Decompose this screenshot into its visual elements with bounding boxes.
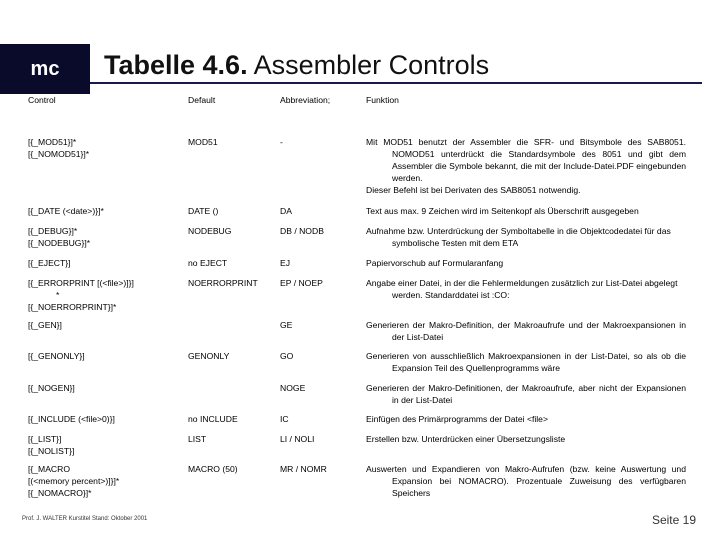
- funktion-cell: [366, 136, 686, 196]
- funktion-note: Dieser Befehl ist bei Derivaten des SAB8051 notwendig.: [366, 185, 581, 195]
- control-line: [{_NODEBUG}]*: [28, 238, 91, 248]
- control-line: [{_DEBUG}]*: [28, 226, 78, 236]
- control-line: [{_NOERRORPRINT}]*: [28, 302, 117, 312]
- funktion-cell: [366, 413, 686, 425]
- control-cell: [28, 319, 178, 331]
- abbreviation-cell: NOGE: [280, 383, 306, 393]
- funktion-cell: [366, 205, 686, 217]
- control-line: [{_INCLUDE (<file>0)}]: [28, 414, 115, 424]
- control-cell: [28, 413, 178, 425]
- default-cell: no EJECT: [188, 258, 228, 268]
- control-line: [{_GENONLY}]: [28, 351, 85, 361]
- funktion-text: Generieren von ausschließlich Makroexpansionen in der List-Datei, so als ob die Expansion Teil des Quellenprogramms wäre: [366, 351, 686, 373]
- control-line: [{_NOLIST}]: [28, 446, 75, 456]
- default-cell: LIST: [188, 434, 207, 444]
- control-line: [(<memory percent>)]}]*: [28, 476, 120, 486]
- control-cell: [28, 277, 178, 313]
- funktion-cell: [366, 319, 686, 343]
- funktion-text: Generieren der Makro-Definition, der Makroaufrufe und der Makroexpansionen in der List-Datei: [366, 320, 686, 342]
- funktion-cell: [366, 382, 686, 406]
- funktion-cell: [366, 225, 686, 249]
- control-line: [{_DATE (<date>)}]*: [28, 206, 104, 216]
- funktion-cell: [366, 463, 686, 499]
- default-cell: NODEBUG: [188, 226, 232, 236]
- default-cell: GENONLY: [188, 351, 230, 361]
- control-cell: [28, 225, 178, 249]
- title-divider: [90, 82, 702, 84]
- control-line: *: [56, 290, 60, 300]
- abbreviation-cell: IC: [280, 414, 289, 424]
- control-line: [{_NOGEN}]: [28, 383, 75, 393]
- abbreviation-cell: EP / NOEP: [280, 278, 323, 288]
- funktion-text: Mit MOD51 benutzt der Assembler die SFR- und Bitsymbole des SAB8051. NOMOD51 unterdrückt die Standardsymbole des 8051 und gibt dem Assembler die Symbole bekannt, die mit der Include-Datei.PDF eingebunden werden.: [366, 137, 686, 183]
- page-number: Seite 19: [651, 513, 696, 527]
- control-cell: [28, 433, 178, 457]
- page-title: [104, 50, 489, 81]
- default-cell: no INCLUDE: [188, 414, 238, 424]
- control-line: [{_NOMOD51}]*: [28, 149, 90, 159]
- funktion-text: Papiervorschub auf Formularanfang: [366, 258, 504, 268]
- control-cell: [28, 205, 178, 217]
- funktion-text: Erstellen bzw. Unterdrücken einer Übersetzungsliste: [366, 434, 566, 444]
- control-cell: [28, 382, 178, 394]
- funktion-text: Einfügen des Primärprogramms der Datei <file>: [366, 414, 548, 424]
- control-line: [{_GEN}]: [28, 320, 62, 330]
- funktion-text: Angabe einer Datei, in der die Fehlermeldungen zusätzlich zur List-Datei abgelegt werden. Standarddatei ist :CO:: [366, 278, 678, 300]
- control-line: [{_EJECT}]: [28, 258, 71, 268]
- control-line: [{_MOD51}]*: [28, 137, 77, 147]
- control-line: [{_ERRORPRINT [(<file>)]}]: [28, 278, 134, 288]
- abbreviation-cell: DB / NODB: [280, 226, 324, 236]
- control-line: [{_NOMACRO}]*: [28, 488, 92, 498]
- header-control: Control: [28, 95, 56, 105]
- title-text: Assembler Controls: [253, 50, 490, 80]
- abbreviation-cell: MR / NOMR: [280, 464, 327, 474]
- abbreviation-cell: GO: [280, 351, 294, 361]
- control-line: [{_MACRO: [28, 464, 71, 474]
- default-cell: MOD51: [188, 137, 218, 147]
- abbreviation-cell: EJ: [280, 258, 291, 268]
- funktion-cell: [366, 433, 686, 445]
- control-cell: [28, 136, 178, 160]
- footer-author: Prof. J. WALTER Kurstitel Stand: Oktober 2001: [22, 516, 148, 522]
- funktion-cell: [366, 277, 686, 301]
- header-abbreviation: Abbreviation;: [280, 95, 331, 105]
- control-line: [{_LIST}]: [28, 434, 62, 444]
- control-cell: [28, 463, 178, 499]
- abbreviation-cell: -: [280, 137, 283, 147]
- control-cell: [28, 350, 178, 362]
- funktion-text: Aufnahme bzw. Unterdrückung der Symboltabelle in die Objektcodedatei für das symbolische Testen mit dem ETA: [366, 226, 671, 248]
- abbreviation-cell: GE: [280, 320, 293, 330]
- header-funktion: Funktion: [366, 95, 399, 105]
- control-cell: [28, 257, 178, 269]
- abbreviation-cell: DA: [280, 206, 292, 216]
- funktion-text: Text aus max. 9 Zeichen wird im Seitenkopf als Überschrift ausgegeben: [366, 206, 639, 216]
- default-cell: NOERRORPRINT: [188, 278, 258, 288]
- abbreviation-cell: LI / NOLI: [280, 434, 315, 444]
- funktion-text: Generieren der Makro-Definitionen, der Makroaufrufe, aber nicht der Expansionen in der List-Datei: [366, 383, 686, 405]
- logo: mc: [0, 44, 90, 94]
- default-cell: MACRO (50): [188, 464, 238, 474]
- funktion-cell: [366, 257, 686, 269]
- funktion-text: Auswerten und Expandieren von Makro-Aufrufen (bzw. keine Auswertung und Expansion bei NOMACRO). Prozentuale Zuweisung des verfügbaren Speichers: [366, 464, 686, 498]
- title-number: Tabelle 4.6.: [104, 50, 248, 80]
- funktion-cell: [366, 350, 686, 374]
- default-cell: DATE (): [188, 206, 219, 216]
- header-default: Default: [188, 95, 216, 105]
